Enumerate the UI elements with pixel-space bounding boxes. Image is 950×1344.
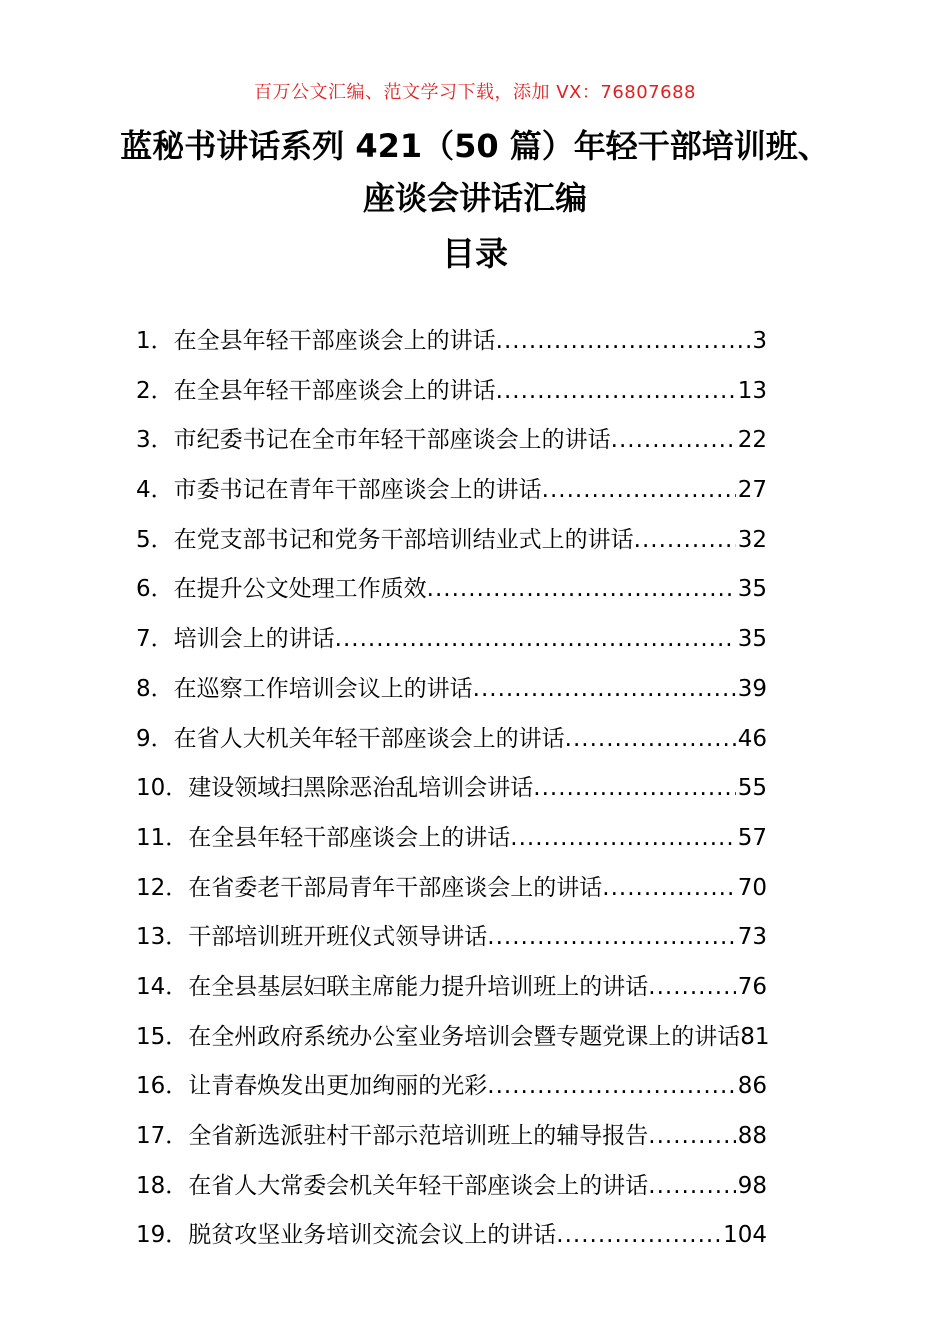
toc-entry-number: 17． (136, 1123, 189, 1149)
toc-entry-number: 2． (136, 377, 174, 404)
toc-entry-title: 市委书记在青年干部座谈会上的讲话 (173, 477, 542, 504)
toc-entry[interactable] (136, 620, 796, 670)
toc-entry-page: 57 (737, 824, 767, 851)
title-line-2: 座谈会讲话汇编 (362, 179, 587, 217)
toc-entry[interactable] (136, 968, 796, 1018)
toc-entry[interactable] (136, 1167, 796, 1217)
toc-entry-title: 培训会上的讲话 (173, 626, 335, 653)
toc-entry-page: 32 (737, 526, 767, 553)
toc-entry-page: 76 (737, 973, 767, 1000)
toc-entry-number: 1． (136, 328, 174, 354)
toc-entry-number: 13． (136, 924, 189, 951)
toc-entry-leader (496, 378, 736, 404)
toc-entry-number: 10． (136, 775, 189, 802)
toc-entry-page: 3 (752, 328, 767, 354)
toc-entry-leader (542, 477, 736, 503)
toc-entry[interactable] (136, 720, 796, 770)
toc-entry-number: 7． (136, 626, 174, 653)
toc-entry-title: 在全县年轻干部座谈会上的讲话 (173, 377, 496, 404)
toc-entry[interactable] (136, 521, 796, 571)
toc-entry-leader (487, 924, 735, 950)
toc-entry[interactable] (136, 819, 796, 869)
toc-entry-number: 9． (136, 725, 174, 752)
toc-entry-number: 14． (136, 973, 189, 1000)
toc-entry-page: 73 (737, 924, 767, 951)
toc-entry-page: 39 (737, 675, 767, 702)
toc-entry-leader (556, 1222, 721, 1248)
toc-entry[interactable] (136, 421, 796, 471)
toc-entry-number: 6． (136, 576, 174, 603)
toc-entry-title: 在全县年轻干部座谈会上的讲话 (188, 824, 511, 851)
table-of-contents (136, 322, 796, 1266)
toc-entry-title: 建设领域扫黑除恶治乱培训会讲话 (188, 775, 534, 802)
toc-entry-leader (565, 726, 736, 752)
toc-entry-number: 3． (136, 427, 174, 454)
toc-entry-page: 22 (737, 427, 767, 454)
toc-entry[interactable] (136, 570, 796, 620)
toc-entry-page: 55 (737, 775, 767, 802)
toc-entry[interactable] (136, 1067, 796, 1117)
toc-entry-title: 在巡察工作培训会议上的讲话 (173, 675, 473, 702)
toc-entry-title: 在全县基层妇联主席能力提升培训班上的讲话 (188, 973, 649, 1000)
toc-entry-page: 35 (737, 626, 767, 653)
toc-entry-title: 全省新选派驻村干部示范培训班上的辅导报告 (188, 1123, 649, 1149)
toc-entry-leader (648, 1123, 735, 1149)
toc-entry[interactable] (136, 670, 796, 720)
toc-entry-title: 让青春焕发出更加绚丽的光彩 (188, 1073, 488, 1100)
toc-entry-number: 19． (136, 1222, 189, 1249)
toc-entry-leader (487, 1073, 735, 1099)
toc-entry-page: 104 (723, 1222, 767, 1249)
toc-entry-title: 在党支部书记和党务干部培训结业式上的讲话 (173, 526, 634, 553)
toc-entry-page: 35 (737, 576, 767, 603)
toc-entry-number: 18． (136, 1172, 189, 1199)
toc-entry-number: 15． (136, 1023, 189, 1050)
toc-entry-leader (648, 974, 735, 1000)
toc-entry-leader (496, 328, 751, 354)
toc-entry-title: 在省人大机关年轻干部座谈会上的讲话 (173, 725, 565, 752)
toc-entry-page: 13 (737, 377, 767, 404)
toc-entry-title: 脱贫攻坚业务培训交流会议上的讲话 (188, 1222, 557, 1249)
toc-entry-leader (335, 626, 736, 652)
toc-entry-page: 98 (737, 1172, 767, 1199)
header-note: 百万公文汇编、范文学习下载，添加 VX：76807688 (254, 82, 696, 103)
toc-entry-page: 88 (737, 1123, 767, 1149)
toc-entry-number: 4． (136, 477, 174, 504)
document-title (0, 120, 950, 224)
toc-entry[interactable] (136, 322, 796, 372)
toc-entry-page: 46 (737, 725, 767, 752)
toc-entry-page: 70 (737, 874, 767, 901)
toc-entry-title: 在省人大常委会机关年轻干部座谈会上的讲话 (188, 1172, 649, 1199)
toc-entry[interactable] (136, 1018, 796, 1068)
toc-entry[interactable] (136, 918, 796, 968)
toc-entry-number: 11． (136, 824, 189, 851)
toc-entry-number: 8． (136, 675, 174, 702)
toc-entry-page: 81 (740, 1023, 770, 1050)
toc-heading: 目录 (442, 234, 508, 273)
toc-entry-leader (602, 875, 735, 901)
toc-entry-title: 在省委老干部局青年干部座谈会上的讲话 (188, 874, 603, 901)
toc-entry-title: 在全县年轻干部座谈会上的讲话 (173, 328, 496, 354)
toc-entry-leader (648, 1173, 735, 1199)
toc-entry-page: 27 (737, 477, 767, 504)
toc-entry-page: 86 (737, 1073, 767, 1100)
toc-entry-leader (510, 825, 735, 851)
toc-entry-title: 干部培训班开班仪式领导讲话 (188, 924, 488, 951)
toc-entry-number: 12． (136, 874, 189, 901)
toc-entry-title: 在全州政府系统办公室业务培训会暨专题党课上的讲话 (188, 1023, 741, 1050)
toc-entry[interactable] (136, 1216, 796, 1266)
toc-entry[interactable] (136, 769, 796, 819)
title-line-1: 蓝秘书讲话系列 421（50 篇）年轻干部培训班、 (120, 127, 830, 165)
toc-entry-leader (634, 527, 736, 553)
toc-entry-leader (427, 576, 736, 602)
toc-entry-title: 市纪委书记在全市年轻干部座谈会上的讲话 (173, 427, 611, 454)
toc-entry-leader (473, 676, 736, 702)
toc-entry[interactable] (136, 1117, 796, 1167)
toc-entry-leader (533, 775, 735, 801)
toc-entry-leader (611, 427, 736, 453)
toc-entry-title: 在提升公文处理工作质效 (173, 576, 427, 603)
toc-entry[interactable] (136, 372, 796, 422)
toc-entry[interactable] (136, 471, 796, 521)
toc-entry[interactable] (136, 869, 796, 919)
toc-entry-number: 16． (136, 1073, 189, 1100)
toc-entry-number: 5． (136, 526, 174, 553)
